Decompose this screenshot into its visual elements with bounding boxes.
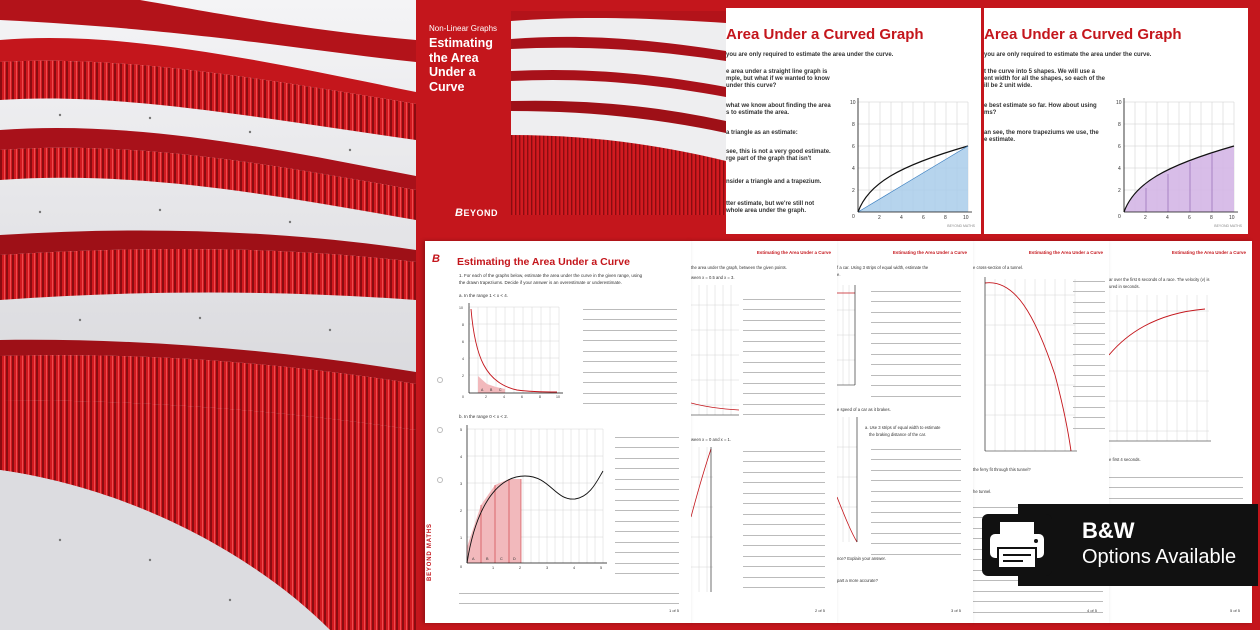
beyond-logo [455,207,498,219]
x-tick: 8 [539,395,541,399]
slide2-line: whole area under the graph. [726,208,807,214]
red-stripes-image [0,0,416,630]
x-tick: 8 [944,215,947,221]
y-tick: 0 [462,395,464,399]
worksheet-text: a. Use 3 strips of equal width to estimate [865,425,941,430]
x-tick: 2 [878,215,881,221]
slide3-line: e estimate. [984,137,1016,143]
worksheet-text: e. [837,272,841,277]
slide-area-trapezium [984,8,1248,234]
x-tick: 8 [1210,215,1213,221]
y-tick: 4 [460,455,463,459]
y-tick: 10 [850,100,856,106]
worksheet-page-2 [691,241,837,623]
slide3-line: ent width for all the shapes, so each of the [984,76,1106,82]
worksheet-page-1 [425,241,691,623]
architecture-photo [0,0,416,630]
worksheet-text: f a car. Using 3 strips of equal width, estimate the [837,265,929,270]
slide2-line: rge part of the graph that isn't [726,156,812,162]
velocity-graph [1109,291,1213,449]
y-tick: 6 [852,144,855,150]
slide-area-triangle [726,8,981,234]
y-tick: 2 [1118,188,1121,194]
answer-lines[interactable] [459,583,679,604]
slide-footer: BEYOND MATHS [947,224,975,228]
x-tick: 6 [922,215,925,221]
slide2-line: under this curve? [726,83,777,89]
x-tick: 2 [1144,215,1147,221]
tunnel-graph [975,275,1081,461]
cover-stripes-image [511,11,726,215]
y-tick: 2 [460,509,463,513]
punch-hole [437,477,443,483]
worksheet-text: e first 4 seconds. [1109,457,1141,462]
worksheet-text: ured in seconds. [1109,284,1140,289]
part-b-label: b. In the range 0 < x < 2. [459,414,509,419]
slide2-line: e area under a straight line graph is [726,69,828,75]
x-tick: 10 [556,395,560,399]
y-tick: 4 [852,166,855,172]
worksheet-header: Estimating the Area Under a Curve [1171,250,1246,255]
slide2-line: tter estimate, but we're still not [726,201,815,207]
worksheet-text: ar over the first 6 seconds of a race. The velocity (v) is [1109,277,1210,282]
worksheet-brand: BEYOND MATHS [427,523,433,581]
y-tick: 8 [1118,122,1121,128]
slide3-line: ms? [984,110,997,116]
trapezium-label: B [490,388,493,392]
y-tick: 2 [852,188,855,194]
graph-a [457,301,567,401]
answer-lines[interactable] [871,281,961,397]
x-tick: 10 [963,215,969,221]
beyond-b-logo: B [432,253,440,265]
y-tick: 0 [1118,214,1121,220]
worksheet-title: Estimating the Area Under a Curve [457,256,630,268]
punch-hole [437,377,443,383]
graph-q2b [691,447,717,597]
page-number: 3 of 5 [950,608,961,613]
x-tick: 6 [521,395,523,399]
worksheet-header: Estimating the Area Under a Curve [756,250,831,255]
graph-q3b [837,417,861,547]
graph-b [455,421,615,571]
y-tick: 0 [852,214,855,220]
worksheet-text: the area under the graph, between the given points. [691,265,787,270]
worksheet-text: part a more accurate? [837,578,878,583]
x-tick: 1 [492,566,495,570]
x-tick: 5 [600,566,603,570]
slide2-line: what we know about finding the area [726,103,831,109]
slide-footer: BEYOND MATHS [1214,224,1242,228]
y-tick: 1 [460,536,463,540]
worksheet-text: the braking distance of the car. [869,432,927,437]
worksheet-text: he tunnel. [973,489,992,494]
trapezium-label: C [500,557,503,561]
y-tick: 4 [462,357,464,361]
y-tick: 6 [462,340,464,344]
y-tick: 6 [1118,144,1121,150]
x-tick: 2 [485,395,487,399]
y-tick: 10 [459,306,463,310]
slide2-line: see, this is not a very good estimate. [726,149,831,155]
x-tick: 2 [519,566,522,570]
question-text: 1. For each of the graphs below, estimate the area under the curve in the given range, using the drawn trapeziums. Decide if your answer is an overestimate or underestimate. [459,273,643,285]
trapezium-graph [1114,94,1242,222]
trapezium-label: C [499,388,502,392]
y-tick: 8 [462,323,464,327]
slide2-line: a triangle as an estimate: [726,130,798,136]
slide3-line: you are only required to estimate the area under the curve. [984,52,1152,58]
y-tick: 4 [1118,166,1121,172]
worksheet-text: e speed of a car as it brakes. [837,407,891,412]
logo-word: EYOND [463,208,498,218]
worksheet-header: Estimating the Area Under a Curve [892,250,967,255]
worksheet-text: e cross-section of a tunnel. [973,265,1024,270]
worksheet-text: the ferry fit through this tunnel? [973,467,1031,472]
trapezium-label: A [472,557,475,561]
slide3-line: t the curve into 5 shapes. We will use a [984,69,1095,75]
trapezium-label: A [481,388,484,392]
page-number: 5 of 5 [1229,608,1240,613]
answer-lines[interactable] [743,289,825,415]
x-tick: 3 [546,566,549,570]
x-tick: 4 [900,215,903,221]
answer-lines[interactable] [1073,271,1105,429]
slide3-line: e best estimate so far. How about using [984,103,1097,109]
answer-lines[interactable] [743,441,825,588]
x-tick: 4 [1166,215,1169,221]
graph-q2a [691,285,741,425]
x-tick: 4 [573,566,576,570]
worksheet-text: nce? Explain your answer. [837,556,886,561]
answer-lines[interactable] [615,427,679,574]
page-number: 2 of 5 [814,608,825,613]
answer-lines[interactable] [871,439,961,555]
worksheet-text: ween x = 0 and x = 1. [691,437,732,442]
y-tick: 5 [460,428,463,432]
y-tick: 2 [462,374,464,378]
cover-kicker: Non-Linear Graphs [429,24,498,33]
trapezium-label: D [513,557,516,561]
trapezium-label: B [486,557,489,561]
y-tick: 3 [460,482,463,486]
x-tick: 10 [1229,215,1235,221]
slide3-line: ill be 2 unit wide. [984,83,1033,89]
y-tick: 10 [1116,100,1122,106]
y-tick: 0 [460,565,463,569]
worksheet-text: ween x = 0.5 and x = 3. [691,275,735,280]
cover-photo [511,11,726,215]
x-tick: 6 [1188,215,1191,221]
cover-slide [421,8,726,234]
x-tick: 4 [503,395,505,399]
badge-title: B&W [1082,518,1135,543]
answer-lines[interactable] [583,299,677,404]
slide2-line: s to estimate the area. [726,110,790,116]
slide3-title: Area Under a Curved Graph [984,26,1182,43]
triangle-graph [848,94,976,222]
part-a-label: a. In the range 1 < x < 4. [459,293,509,298]
printer-icon [982,514,1052,576]
page-number: 4 of 5 [1086,608,1097,613]
slide2-line: nsider a triangle and a trapezium. [726,179,822,185]
bw-options-badge [1018,504,1258,586]
page-number: 1 of 5 [668,608,679,613]
graph-q3a [837,285,859,395]
cover-title: Estimating the Area Under a Curve [429,36,493,94]
punch-hole [437,427,443,433]
worksheet-page-3 [837,241,973,623]
y-tick: 8 [852,122,855,128]
slide3-line: an see, the more trapeziums we use, the [984,130,1099,136]
slide2-line: mple, but what if we wanted to know [726,76,830,82]
logo-letter: B [455,207,464,219]
slide2-line: you are only required to estimate the area under the curve. [726,52,894,58]
slide2-title: Area Under a Curved Graph [726,26,924,43]
worksheet-header: Estimating the Area Under a Curve [1028,250,1103,255]
badge-subtitle: Options Available [1082,546,1237,568]
